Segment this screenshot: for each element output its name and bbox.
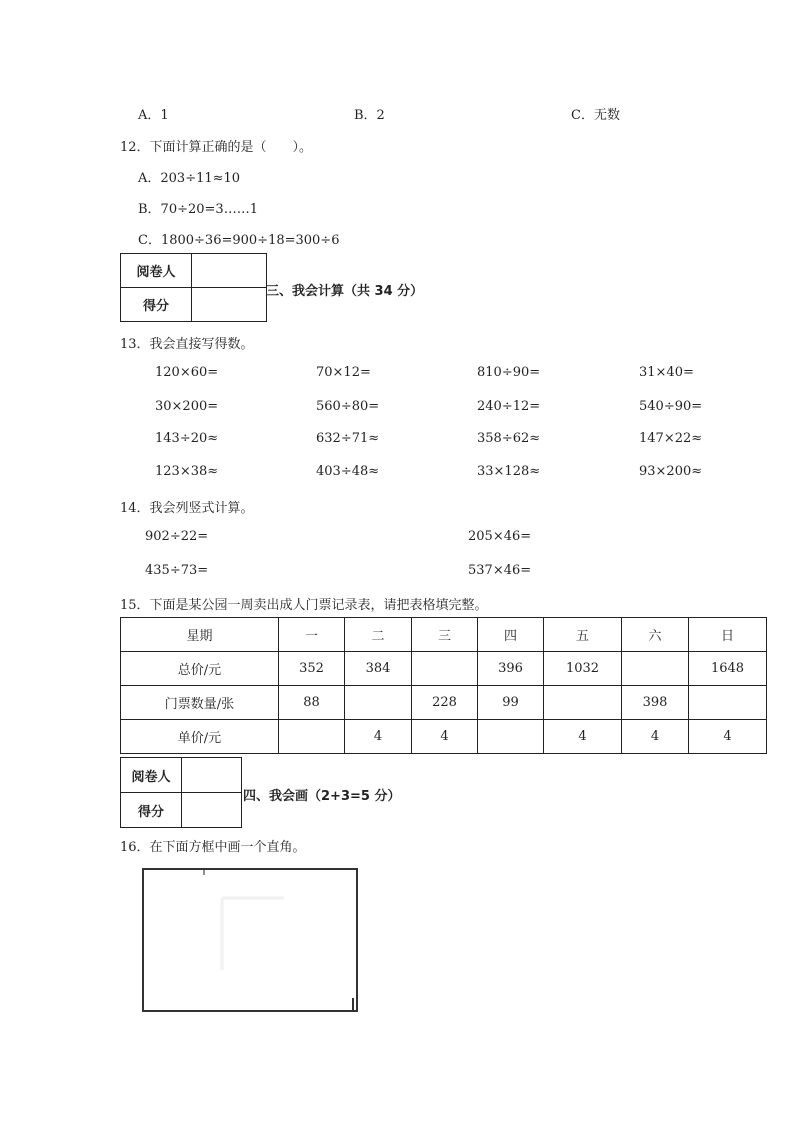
q11-option-c: C．无数 bbox=[571, 108, 620, 123]
table-cell-blank bbox=[689, 686, 767, 720]
table-cell: 1648 bbox=[689, 652, 767, 686]
q13-item: 93×200≈ bbox=[639, 464, 703, 479]
table-cell: 单价/元 bbox=[121, 720, 279, 754]
table-cell: 六 bbox=[622, 618, 689, 652]
table-cell: 门票数量/张 bbox=[121, 686, 279, 720]
table-cell: 398 bbox=[622, 686, 689, 720]
q13-item: 403÷48≈ bbox=[316, 464, 380, 479]
reviewer-label: 阅卷人 bbox=[121, 758, 182, 793]
q13-item: 240÷12= bbox=[477, 399, 541, 414]
q13-stem: 13．我会直接写得数。 bbox=[120, 337, 254, 352]
grader-box-section4 bbox=[120, 757, 242, 828]
table-cell: 384 bbox=[345, 652, 412, 686]
q16-stem: 16．在下面方框中画一个直角。 bbox=[120, 840, 306, 855]
table-cell: 总价/元 bbox=[121, 652, 279, 686]
table-cell: 二 bbox=[345, 618, 412, 652]
q13-item: 143÷20≈ bbox=[155, 431, 219, 446]
q14-item: 435÷73= bbox=[145, 563, 209, 578]
table-row-quantity bbox=[121, 686, 767, 720]
table-cell: 396 bbox=[478, 652, 544, 686]
table-cell-blank bbox=[622, 652, 689, 686]
q11-option-a: A．1 bbox=[138, 108, 169, 123]
table-cell: 4 bbox=[544, 720, 622, 754]
q13-item: 33×128≈ bbox=[477, 464, 541, 479]
reviewer-label: 阅卷人 bbox=[121, 254, 192, 288]
q13-item: 120×60= bbox=[155, 365, 219, 380]
table-cell: 三 bbox=[412, 618, 478, 652]
q13-item: 560÷80= bbox=[316, 399, 380, 414]
q12-stem: 12．下面计算正确的是（ ）。 bbox=[120, 140, 313, 155]
q12-option-a: A．203÷11≈10 bbox=[138, 171, 241, 186]
q13-item: 632÷71≈ bbox=[316, 431, 380, 446]
table-cell: 4 bbox=[622, 720, 689, 754]
score-blank bbox=[182, 793, 242, 828]
table-row-total bbox=[121, 652, 767, 686]
q14-stem: 14．我会列竖式计算。 bbox=[120, 501, 254, 516]
drawing-box[interactable] bbox=[142, 868, 358, 1012]
q12-option-b: B．70÷20=3……1 bbox=[138, 202, 258, 217]
table-row-weekday bbox=[121, 618, 767, 652]
table-cell: 88 bbox=[279, 686, 345, 720]
section3-title: 三、我会计算（共 34 分） bbox=[266, 284, 424, 299]
table-cell: 1032 bbox=[544, 652, 622, 686]
table-cell: 99 bbox=[478, 686, 544, 720]
grader-box-section3 bbox=[120, 253, 267, 322]
table-cell: 4 bbox=[689, 720, 767, 754]
q11-option-b: B．2 bbox=[354, 108, 385, 123]
table-cell: 日 bbox=[689, 618, 767, 652]
table-cell: 四 bbox=[478, 618, 544, 652]
q14-item: 902÷22= bbox=[145, 529, 209, 544]
q13-item: 358÷62≈ bbox=[477, 431, 541, 446]
table-cell: 星期 bbox=[121, 618, 279, 652]
q13-item: 123×38≈ bbox=[155, 464, 219, 479]
score-label: 得分 bbox=[121, 793, 182, 828]
table-cell-blank bbox=[544, 686, 622, 720]
q13-item: 147×22≈ bbox=[639, 431, 703, 446]
table-cell: 4 bbox=[412, 720, 478, 754]
table-cell: 4 bbox=[345, 720, 412, 754]
table-cell-blank bbox=[412, 652, 478, 686]
q13-item: 70×12= bbox=[316, 365, 371, 380]
q14-item: 537×46= bbox=[468, 563, 532, 578]
q12-option-c: C．1800÷36=900÷18=300÷6 bbox=[138, 233, 340, 248]
q13-item: 810÷90= bbox=[477, 365, 541, 380]
table-cell: 228 bbox=[412, 686, 478, 720]
q13-item: 540÷90= bbox=[639, 399, 703, 414]
ticket-record-table bbox=[120, 617, 767, 754]
q13-item: 31×40= bbox=[639, 365, 694, 380]
score-blank bbox=[192, 288, 267, 322]
table-cell: 一 bbox=[279, 618, 345, 652]
q13-item: 30×200= bbox=[155, 399, 219, 414]
score-label: 得分 bbox=[121, 288, 192, 322]
table-row-unit-price bbox=[121, 720, 767, 754]
q14-item: 205×46= bbox=[468, 529, 532, 544]
table-cell: 五 bbox=[544, 618, 622, 652]
table-cell-blank bbox=[279, 720, 345, 754]
scan-marks bbox=[144, 870, 356, 1010]
reviewer-blank bbox=[182, 758, 242, 793]
table-cell-blank bbox=[478, 720, 544, 754]
table-cell-blank bbox=[345, 686, 412, 720]
reviewer-blank bbox=[192, 254, 267, 288]
section4-title: 四、我会画（2+3=5 分） bbox=[243, 789, 401, 804]
q15-stem: 15．下面是某公园一周卖出成人门票记录表，请把表格填完整。 bbox=[120, 598, 488, 613]
table-cell: 352 bbox=[279, 652, 345, 686]
